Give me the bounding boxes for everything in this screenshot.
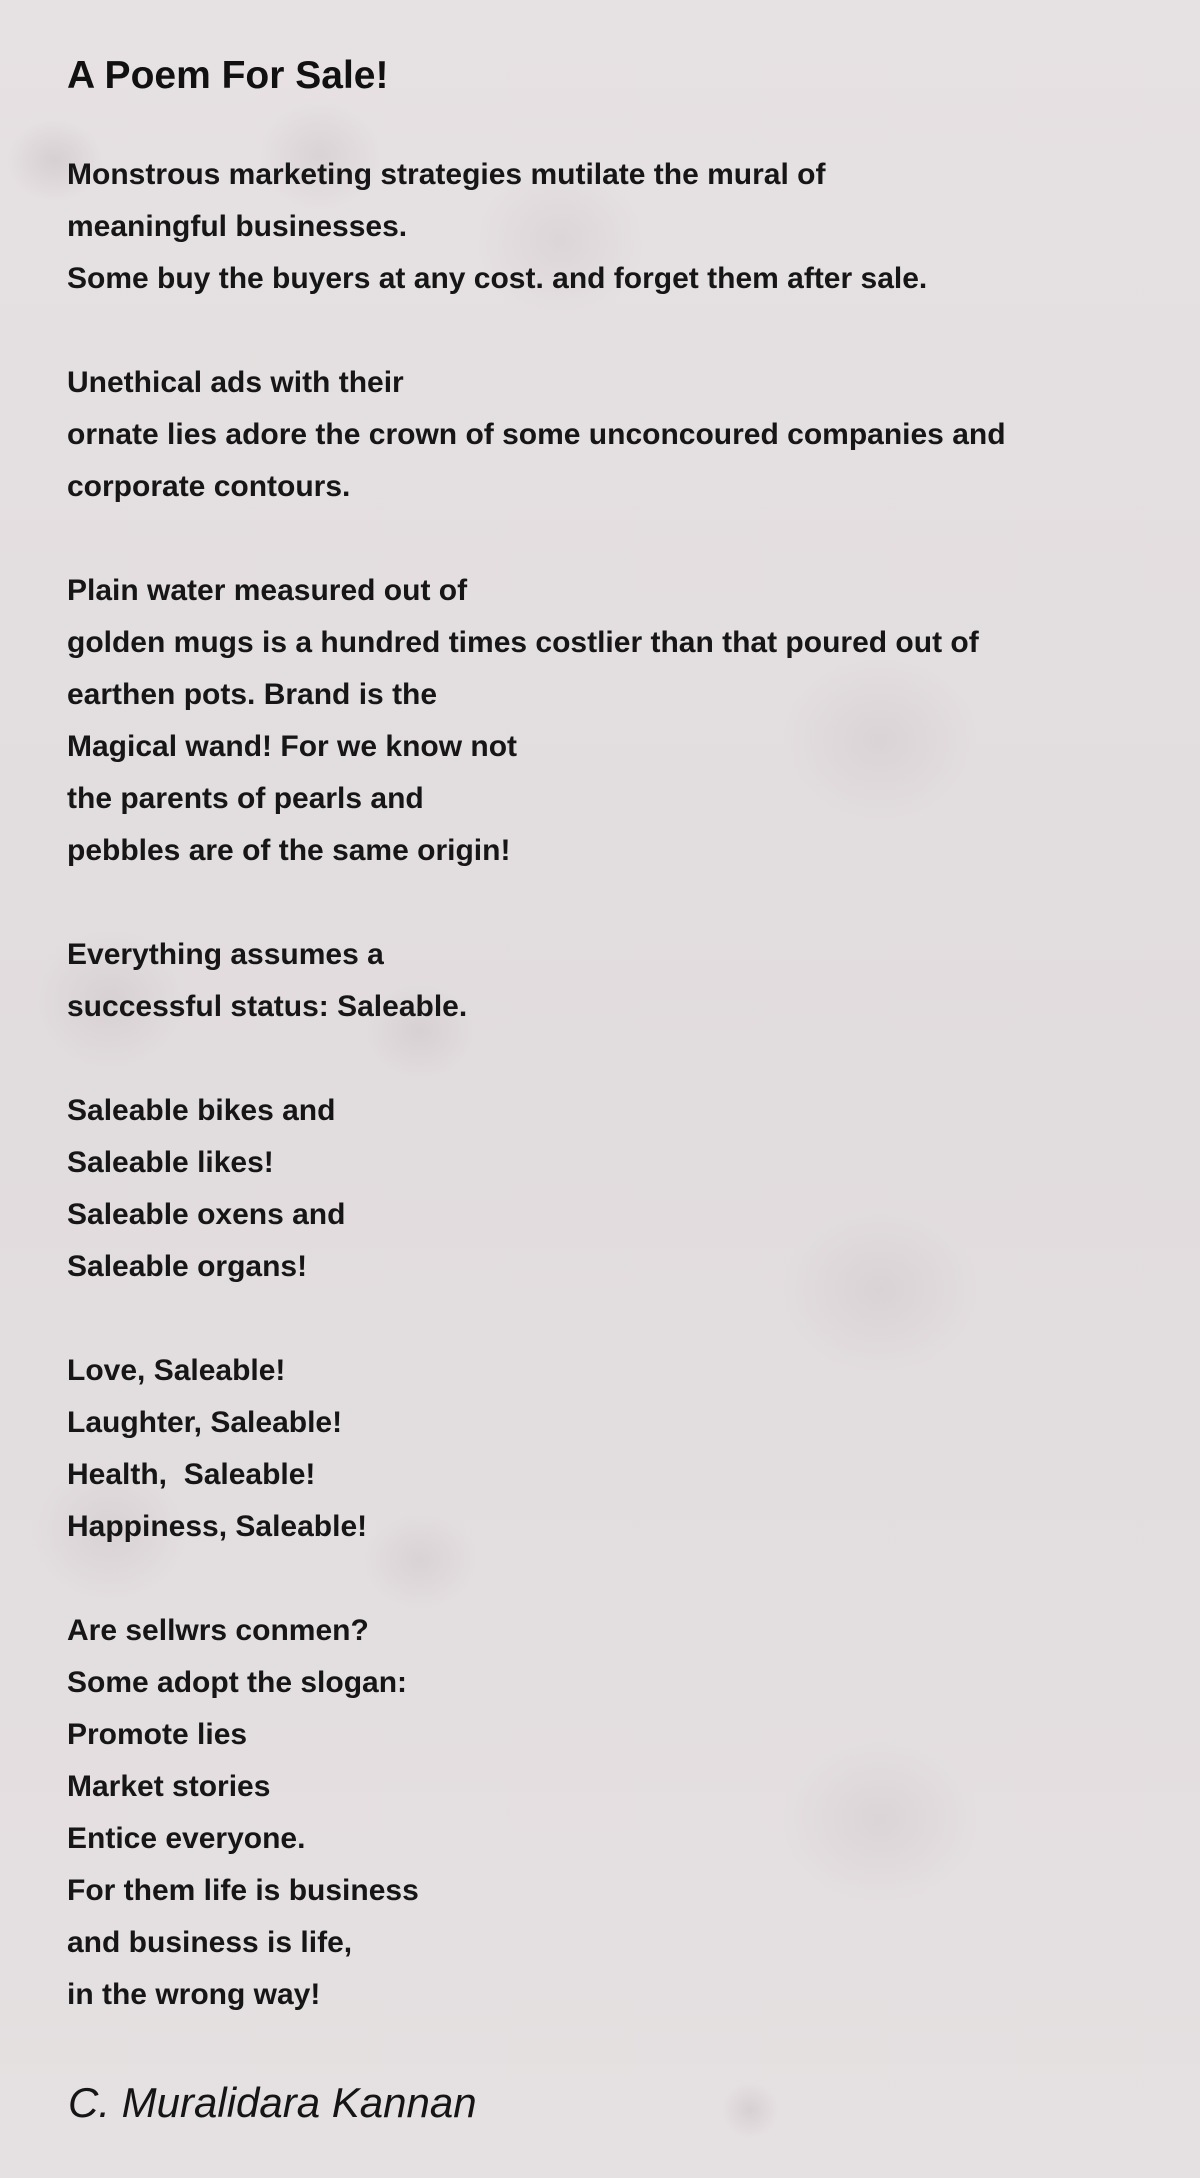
poem-line: Magical wand! For we know not	[67, 730, 518, 763]
poem-line: Promote lies	[67, 1718, 248, 1751]
poem-line: Monstrous marketing strategies mutilate the mural of	[67, 158, 826, 191]
poem-line: golden mugs is a hundred times costlier than that poured out of	[67, 626, 979, 659]
poem-line: Saleable bikes and	[67, 1094, 336, 1127]
poem-stanza	[67, 357, 1177, 513]
poem-stanza	[67, 1085, 1177, 1293]
poem-stanza	[67, 1345, 1177, 1553]
poem-line: For them life is business	[67, 1874, 419, 1907]
poem-stanza	[67, 1605, 1177, 2021]
poem-line: Some adopt the slogan:	[67, 1666, 408, 1699]
poem-stanza	[67, 565, 1177, 877]
poem-author: C. Muralidara Kannan	[68, 2079, 477, 2126]
poem-line: Saleable likes!	[67, 1146, 274, 1179]
poem-line: Love, Saleable!	[67, 1354, 286, 1387]
poem-line: ornate lies adore the crown of some unconcoured companies and	[67, 418, 1006, 451]
poem-line: Entice everyone.	[67, 1822, 306, 1855]
poem-line: Laughter, Saleable!	[67, 1406, 343, 1439]
poem-line: Plain water measured out of	[67, 574, 468, 607]
poem-line: meaningful businesses.	[67, 210, 408, 243]
poem-line: pebbles are of the same origin!	[67, 834, 511, 867]
poem-line: earthen pots. Brand is the	[67, 678, 438, 711]
poem-line: the parents of pearls and	[67, 782, 424, 815]
poem-line: corporate contours.	[67, 470, 351, 503]
poem-line: Are sellwrs conmen?	[67, 1614, 369, 1647]
poem-line: and business is life,	[67, 1926, 353, 1959]
poem-line: Everything assumes a	[67, 938, 384, 971]
poem-line: Saleable oxens and	[67, 1198, 346, 1231]
poem-line: Happiness, Saleable!	[67, 1510, 368, 1543]
poem-line: Health, Saleable!	[67, 1458, 316, 1491]
poem-line: successful status: Saleable.	[67, 990, 468, 1023]
poem-line: in the wrong way!	[67, 1978, 321, 2011]
poem-line: Unethical ads with their	[67, 366, 404, 399]
poem-line: Market stories	[67, 1770, 271, 1803]
poem-body	[67, 149, 1177, 2021]
poem-line: Some buy the buyers at any cost. and forget them after sale.	[67, 262, 928, 295]
poem-stanza	[67, 929, 1177, 1033]
poem-title: A Poem For Sale!	[67, 54, 389, 97]
poem-stanza	[67, 149, 1177, 305]
poem-line: Saleable organs!	[67, 1250, 308, 1283]
